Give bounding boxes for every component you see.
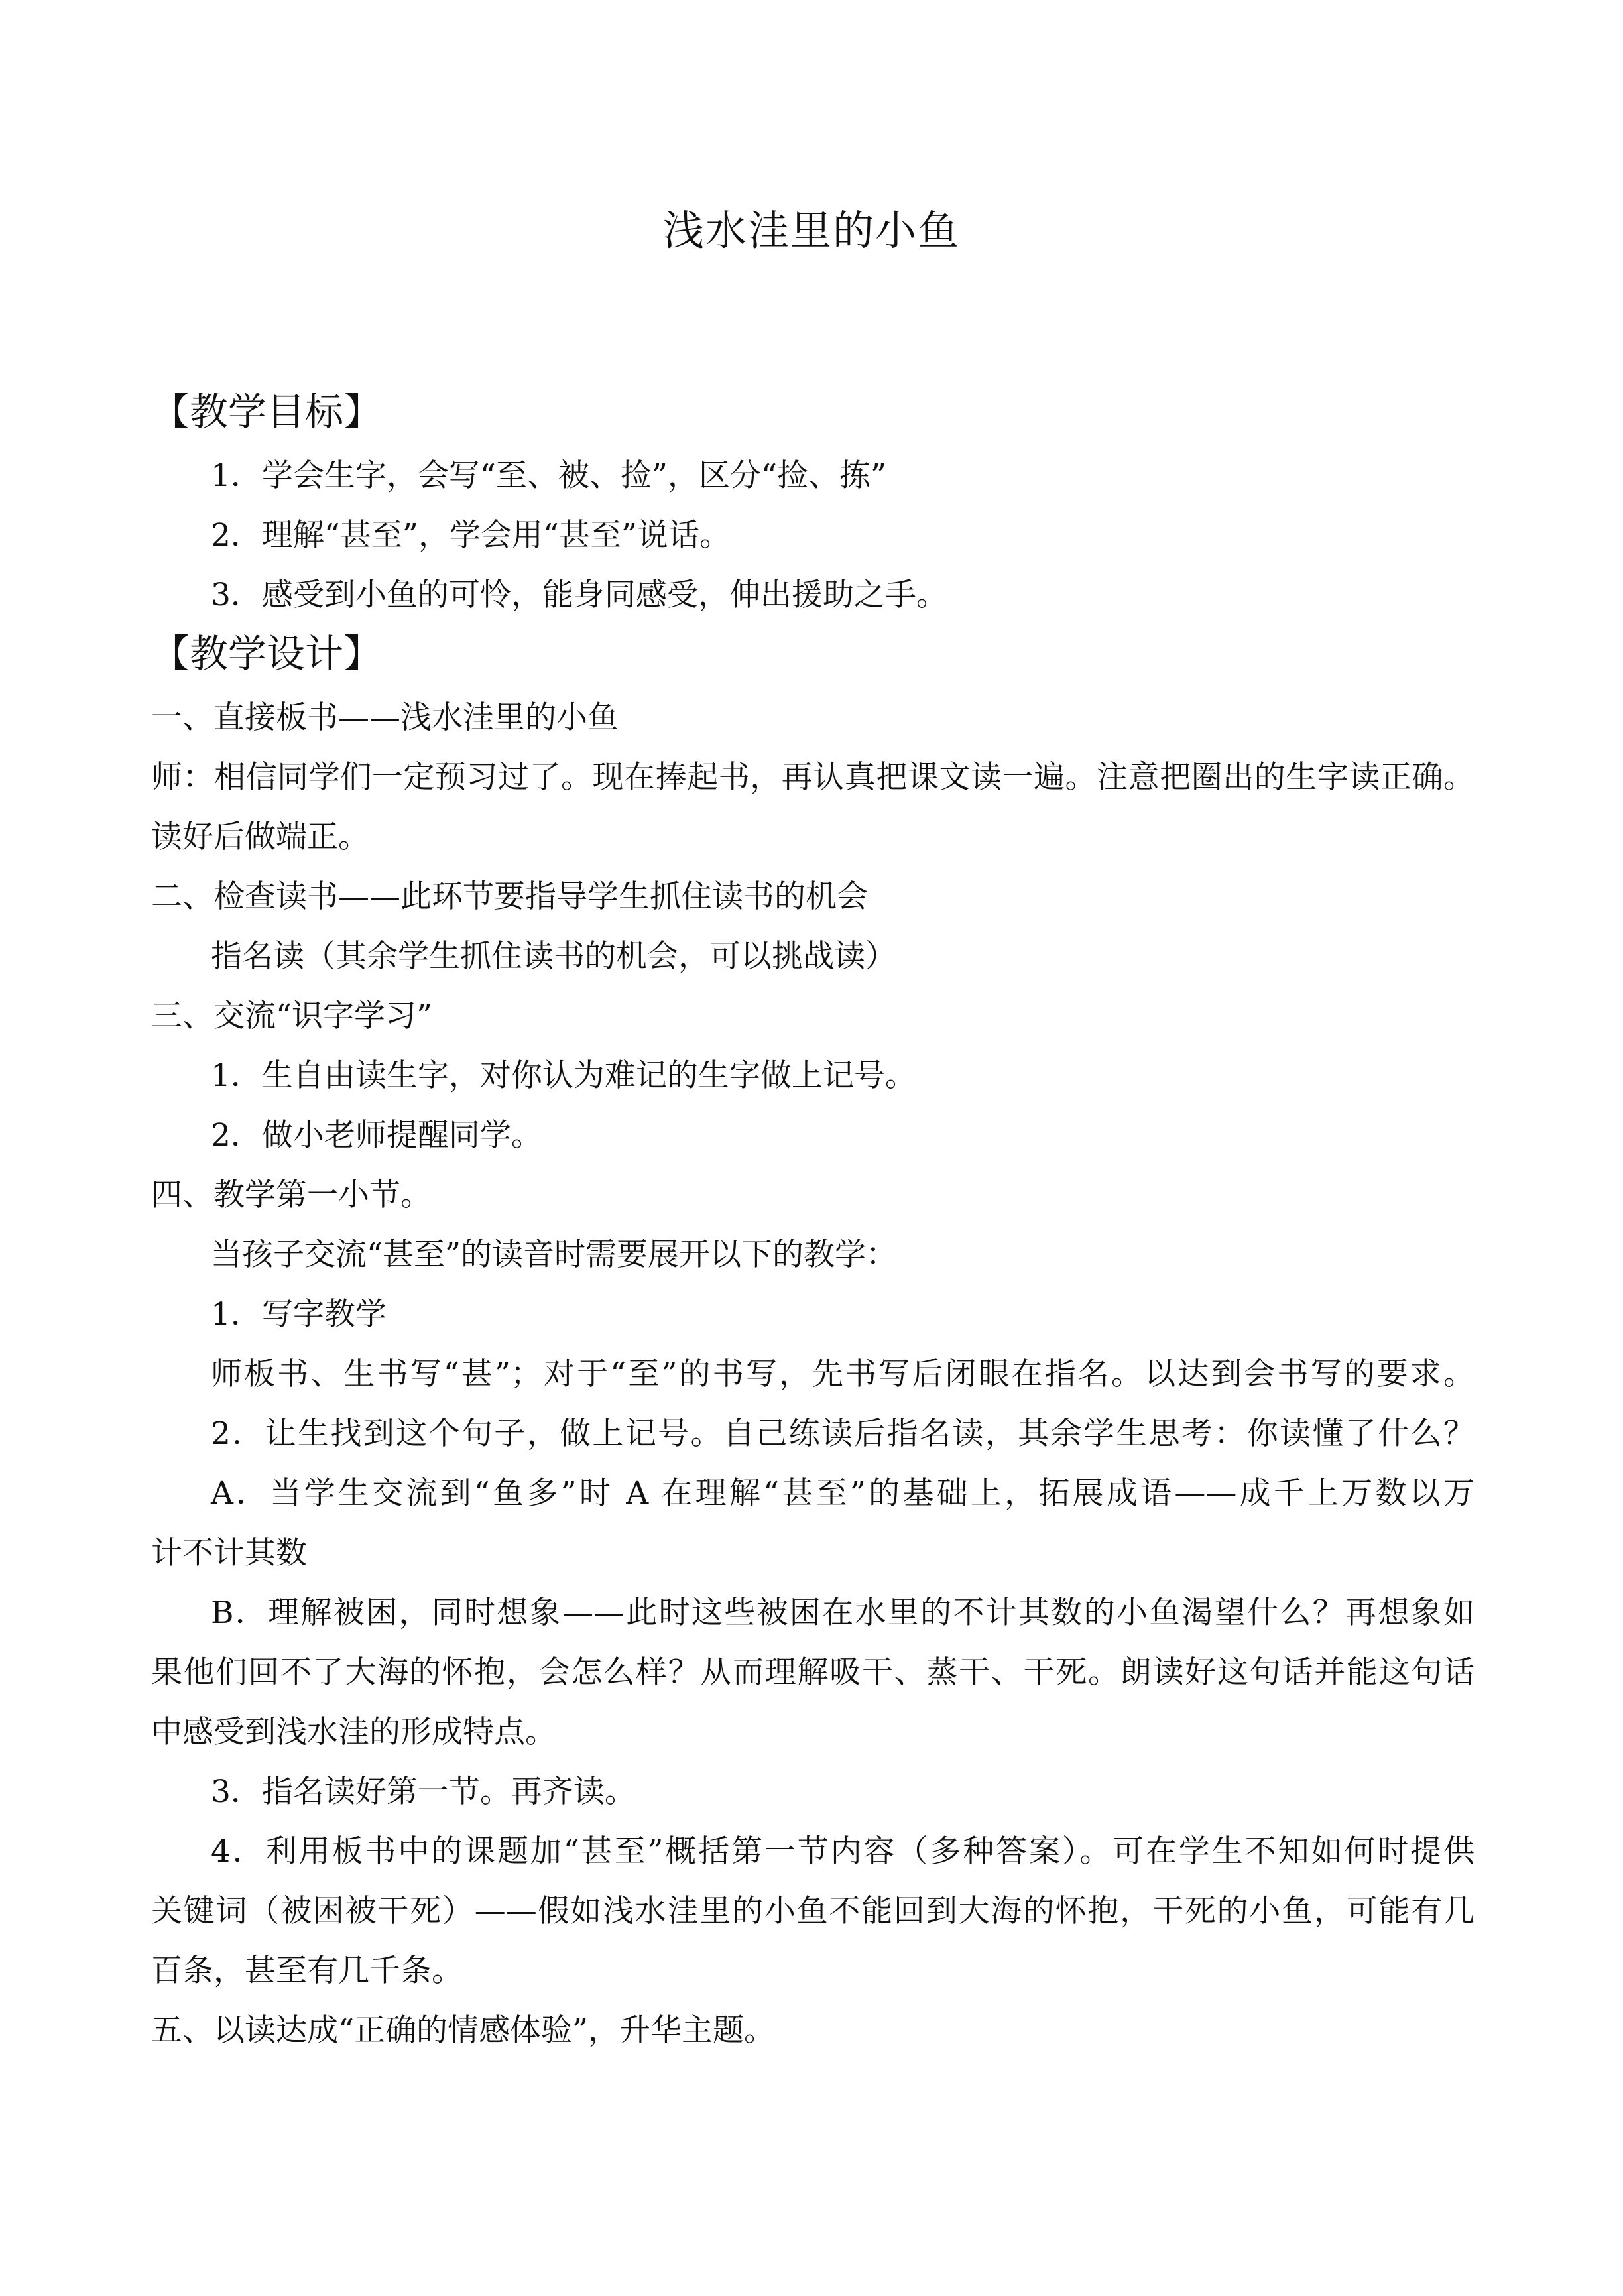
goal-item-3: 3．感受到小鱼的可怜，能身同感受，伸出援助之手。: [211, 577, 947, 613]
design-line-12: 师板书、生书写“甚”；对于“至”的书写，先书写后闭眼在指名。以达到会书写的要求。: [211, 1356, 1474, 1392]
design-line-19: 3．指名读好第一节。再齐读。: [211, 1774, 636, 1810]
design-line-21: 关键词（被困被干死）——假如浅水洼里的小鱼不能回到大海的怀抱，干死的小鱼，可能有几: [151, 1893, 1474, 1929]
goal-item-1: 1．学会生字，会写“至、被、捡”，区分“捡、拣”: [211, 457, 887, 494]
design-line-18: 中感受到浅水洼的形成特点。: [151, 1714, 556, 1750]
design-line-6: 三、交流“识字学习”: [151, 998, 433, 1034]
design-line-23: 五、以读达成“正确的情感体验”，升华主题。: [151, 2012, 776, 2049]
design-line-10: 当孩子交流“甚至”的读音时需要展开以下的教学：: [211, 1237, 898, 1273]
design-line-14: A．当学生交流到“鱼多”时 A 在理解“甚至”的基础上，拓展成语——成千上万数以万: [211, 1475, 1474, 1512]
design-line-11: 1．写字教学: [211, 1296, 387, 1333]
design-line-17: 果他们回不了大海的怀抱，会怎么样？从而理解吸干、蒸干、干死。朗读好这句话并能这句话: [151, 1654, 1474, 1691]
section-heading-goals: 【教学目标】: [151, 389, 383, 434]
design-line-4: 二、检查读书——此环节要指导学生抓住读书的机会: [151, 878, 868, 915]
design-line-8: 2．做小老师提醒同学。: [211, 1117, 542, 1154]
design-line-5: 指名读（其余学生抓住读书的机会，可以挑战读）: [211, 938, 896, 975]
design-line-20: 4．利用板书中的课题加“甚至”概括第一节内容（多种答案）。可在学生不知如何时提供: [211, 1833, 1474, 1870]
design-line-9: 四、教学第一小节。: [151, 1177, 432, 1213]
document-title: 浅水洼里的小鱼: [662, 206, 960, 255]
design-line-7: 1．生自由读生字，对你认为难记的生字做上记号。: [211, 1057, 916, 1094]
design-line-16: B．理解被困，同时想象——此时这些被困在水里的不计其数的小鱼渴望什么？再想象如: [211, 1595, 1474, 1631]
design-line-3: 读好后做端正。: [151, 819, 369, 855]
design-line-15: 计不计其数: [151, 1535, 307, 1571]
section-heading-design: 【教学设计】: [151, 631, 383, 676]
design-line-1: 一、直接板书——浅水洼里的小鱼: [151, 699, 619, 736]
design-line-22: 百条，甚至有几千条。: [151, 1953, 463, 1989]
design-line-13: 2．让生找到这个句子，做上记号。自己练读后指名读，其余学生思考：你读懂了什么？: [211, 1416, 1474, 1452]
design-line-2: 师：相信同学们一定预习过了。现在捧起书，再认真把课文读一遍。注意把圈出的生字读正确。: [151, 759, 1474, 796]
goal-item-2: 2．理解“甚至”，学会用“甚至”说话。: [211, 517, 731, 554]
